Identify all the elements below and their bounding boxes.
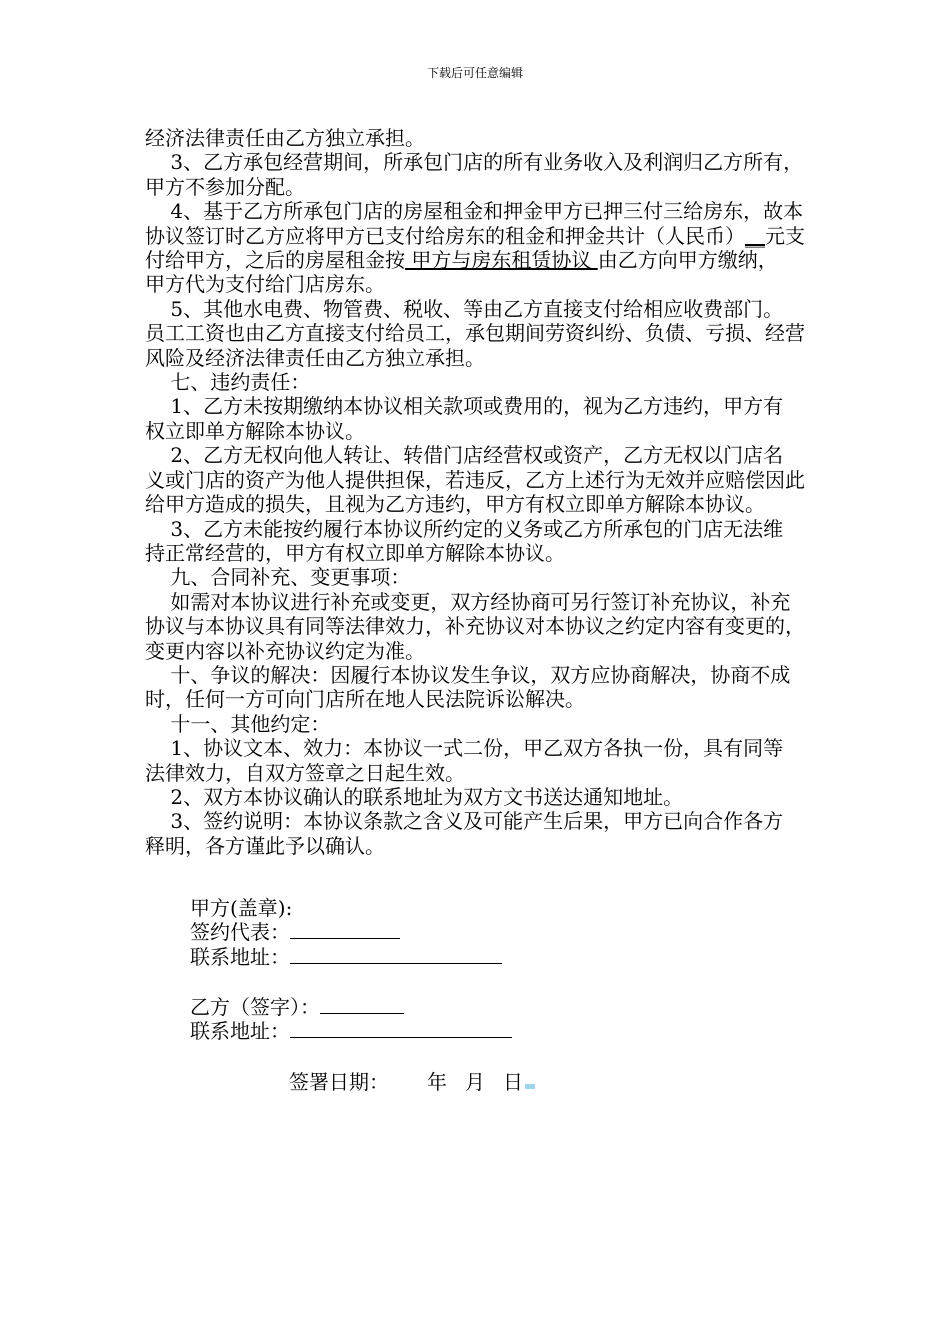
body-line: 权立即单方解除本协议。 xyxy=(145,418,365,443)
party-b-label: 乙方（签字）： xyxy=(190,995,320,1019)
body-line: 法律效力，自双方签章之日起生效。 xyxy=(145,760,465,785)
section-heading: 十、争议的解决：因履行本协议发生争议，双方应协商解决，协商不成 xyxy=(145,662,791,687)
lease-reference: 甲方与房东租赁协议 xyxy=(405,248,598,273)
body-line: 时，任何一方可向门店所在地人民法院诉讼解决。 xyxy=(145,687,585,712)
address-row-a xyxy=(190,945,502,969)
address-line-a[interactable] xyxy=(290,946,502,964)
amount-blank: __ xyxy=(745,223,765,248)
section-heading: 十一、其他约定： xyxy=(145,711,331,736)
body-text-segment: 协议签订时乙方应将甲方已支付给房东的租金和押金共计（人民币） xyxy=(145,223,745,248)
body-text-segment: 元支 xyxy=(765,223,805,248)
body-line: 2、双方本协议确认的联系地址为双方文书送达通知地址。 xyxy=(145,784,684,809)
address-label-a: 联系地址： xyxy=(190,944,290,969)
body-line: 4、基于乙方所承包门店的房屋租金和押金甲方已押三付三给房东，故本 xyxy=(145,199,804,224)
body-line xyxy=(145,224,895,248)
body-line: 变更内容以补充协议约定为准。 xyxy=(145,638,425,663)
body-line: 甲方不参加分配。 xyxy=(145,174,305,199)
address-row-b xyxy=(190,1019,512,1043)
contract-body xyxy=(145,126,895,858)
party-b-signature-line[interactable] xyxy=(320,996,404,1014)
body-line: 3、乙方未能按约履行本协议所约定的义务或乙方所承包的门店无法维 xyxy=(145,516,784,541)
body-line: 1、协议文本、效力：本协议一式二份，甲乙双方各执一份，具有同等 xyxy=(145,736,784,761)
text-cursor-marker xyxy=(525,1084,535,1089)
party-a-label: 甲方(盖章): xyxy=(190,896,293,920)
address-label-b: 联系地址： xyxy=(190,1019,290,1044)
page-header: 下载后可任意编辑 xyxy=(426,66,523,80)
date-year: 年 xyxy=(427,1070,447,1094)
body-line: 员工工资也由乙方直接支付给员工，承包期间劳资纠纷、负债、亏损、经营 xyxy=(145,321,805,346)
body-line: 协议与本协议具有同等法律效力，补充协议对本协议之约定内容有变更的， xyxy=(145,614,805,639)
body-text-segment: 付给甲方，之后的房屋租金按 xyxy=(145,248,405,273)
representative-row xyxy=(190,920,502,944)
body-line: 给甲方造成的损失，且视为乙方违约，甲方有权立即单方解除本协议。 xyxy=(145,492,765,517)
body-line: 甲方代为支付给门店房东。 xyxy=(145,272,385,297)
body-line: 如需对本协议进行补充或变更，双方经协商可另行签订补充协议，补充 xyxy=(145,589,791,614)
date-day: 日 xyxy=(503,1070,523,1094)
body-text-segment: 由乙方向甲方缴纳， xyxy=(597,248,778,273)
date-month: 月 xyxy=(465,1070,485,1094)
party-a-block xyxy=(190,896,502,969)
body-line: 3、签约说明：本协议条款之含义及可能产生后果，甲方已向合作各方 xyxy=(145,809,784,834)
signing-date-row xyxy=(289,1070,535,1094)
body-line: 2、乙方无权向他人转让、转借门店经营权或资产，乙方无权以门店名 xyxy=(145,443,784,468)
body-line: 风险及经济法律责任由乙方独立承担。 xyxy=(145,345,485,370)
body-line: 义或门店的资产为他人提供担保，若违反，乙方上述行为无效并应赔偿因此 xyxy=(145,467,805,492)
body-line: 持正常经营的，甲方有权立即单方解除本协议。 xyxy=(145,540,565,565)
body-line: 释明，各方谨此予以确认。 xyxy=(145,833,385,858)
date-label: 签署日期： xyxy=(289,1070,389,1094)
body-line: 3、乙方承包经营期间，所承包门店的所有业务收入及利润归乙方所有， xyxy=(145,150,804,175)
body-line xyxy=(145,248,895,272)
party-b-block xyxy=(190,995,512,1044)
address-line-b[interactable] xyxy=(290,1020,512,1038)
body-line: 1、乙方未按期缴纳本协议相关款项或费用的，视为乙方违约，甲方有 xyxy=(145,394,784,419)
section-heading: 九、合同补充、变更事项： xyxy=(145,565,411,590)
representative-label: 签约代表： xyxy=(190,920,290,945)
representative-signature-line[interactable] xyxy=(290,921,400,939)
body-line: 经济法律责任由乙方独立承担。 xyxy=(145,126,425,150)
section-heading: 七、违约责任： xyxy=(145,370,311,395)
party-b-row xyxy=(190,995,512,1019)
body-line: 5、其他水电费、物管费、税收、等由乙方直接支付给相应收费部门。 xyxy=(145,296,784,321)
